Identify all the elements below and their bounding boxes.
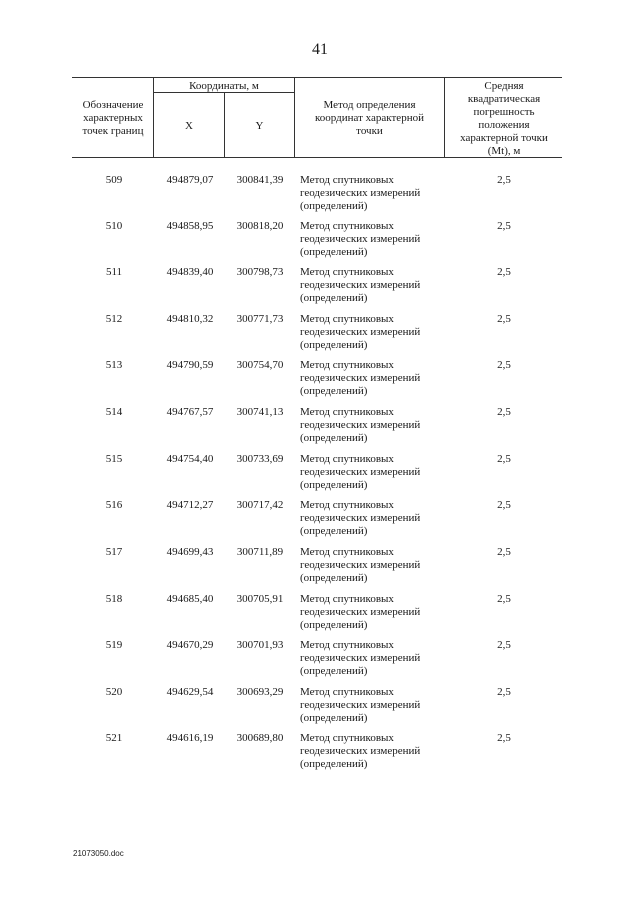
coord-y: 300754,70 [236, 359, 284, 371]
method-line: (определений) [300, 432, 368, 444]
point-id: 518 [105, 593, 123, 605]
point-id: 509 [105, 174, 123, 186]
method-text [300, 266, 445, 305]
header-y: Y [255, 120, 264, 132]
header-error-line: погрешность [473, 106, 535, 118]
error-value: 2,5 [497, 499, 511, 511]
method-line: Метод спутниковых [300, 639, 394, 651]
point-id: 510 [105, 220, 123, 232]
header-error [446, 80, 562, 158]
method-line: Метод спутниковых [300, 359, 394, 371]
method-text [300, 546, 445, 585]
header-method-line: точки [356, 125, 383, 137]
header-error-line: характерной точки [460, 132, 548, 144]
coord-y: 300711,89 [236, 546, 284, 558]
coord-y: 300701,93 [236, 639, 284, 651]
coord-x: 494685,40 [166, 593, 214, 605]
header-method-line: Метод определения [323, 99, 416, 111]
coord-x: 494767,57 [166, 406, 214, 418]
method-line: (определений) [300, 246, 368, 258]
method-text [300, 499, 445, 538]
coord-y: 300841,39 [236, 174, 284, 186]
error-value: 2,5 [497, 359, 511, 371]
method-line: (определений) [300, 385, 368, 397]
method-text [300, 686, 445, 725]
method-line: (определений) [300, 525, 368, 537]
method-line: геодезических измерений [300, 512, 421, 524]
method-line: Метод спутниковых [300, 266, 394, 278]
method-line: геодезических измерений [300, 699, 421, 711]
header-method-line: координат характерной [315, 112, 424, 124]
coord-y: 300705,91 [236, 593, 284, 605]
header-method [296, 99, 443, 138]
table-row [0, 546, 640, 592]
method-line: Метод спутниковых [300, 499, 394, 511]
error-value: 2,5 [497, 220, 511, 232]
method-text [300, 313, 445, 352]
method-text [300, 593, 445, 632]
header-error-line: положения [478, 119, 530, 131]
method-line: (определений) [300, 339, 368, 351]
coord-x: 494754,40 [166, 453, 214, 465]
header-top-rule [72, 77, 562, 78]
coord-x: 494629,54 [166, 686, 214, 698]
header-x: X [185, 120, 193, 132]
method-line: геодезических измерений [300, 372, 421, 384]
table-row [0, 220, 640, 266]
point-id: 521 [105, 732, 123, 744]
method-line: (определений) [300, 712, 368, 724]
method-text [300, 732, 445, 771]
method-text [300, 220, 445, 259]
method-line: Метод спутниковых [300, 313, 394, 325]
coord-x: 494712,27 [166, 499, 214, 511]
point-id: 512 [105, 313, 123, 325]
method-line: (определений) [300, 292, 368, 304]
coord-x: 494790,59 [166, 359, 214, 371]
header-divider-3 [294, 77, 295, 158]
table-row [0, 313, 640, 359]
method-line: геодезических измерений [300, 187, 421, 199]
error-value: 2,5 [497, 593, 511, 605]
point-id: 517 [105, 546, 123, 558]
coord-x: 494858,95 [166, 220, 214, 232]
document-filename: 21073050.doc [73, 849, 124, 858]
error-value: 2,5 [497, 732, 511, 744]
error-value: 2,5 [497, 406, 511, 418]
table-row [0, 499, 640, 545]
method-line: (определений) [300, 479, 368, 491]
method-line: Метод спутниковых [300, 453, 394, 465]
error-value: 2,5 [497, 174, 511, 186]
method-line: Метод спутниковых [300, 686, 394, 698]
method-line: (определений) [300, 619, 368, 631]
table-row [0, 406, 640, 452]
method-line: геодезических измерений [300, 419, 421, 431]
error-value: 2,5 [497, 686, 511, 698]
method-line: геодезических измерений [300, 279, 421, 291]
coord-x: 494810,32 [166, 313, 214, 325]
point-id: 514 [105, 406, 123, 418]
method-line: Метод спутниковых [300, 406, 394, 418]
header-divider-4 [444, 77, 445, 158]
error-value: 2,5 [497, 313, 511, 325]
point-id: 520 [105, 686, 123, 698]
method-line: геодезических измерений [300, 326, 421, 338]
method-line: (определений) [300, 200, 368, 212]
coord-y: 300771,73 [236, 313, 284, 325]
table-row [0, 453, 640, 499]
method-line: (определений) [300, 665, 368, 677]
point-id: 519 [105, 639, 123, 651]
header-designation-line: характерных [83, 112, 143, 124]
method-line: геодезических измерений [300, 233, 421, 245]
method-text [300, 359, 445, 398]
point-id: 516 [105, 499, 123, 511]
coord-y: 300733,69 [236, 453, 284, 465]
table-row [0, 686, 640, 732]
method-line: геодезических измерений [300, 745, 421, 757]
point-id: 513 [105, 359, 123, 371]
table-row [0, 266, 640, 312]
header-designation-line: Обозначение [82, 99, 144, 111]
header-error-line: квадратическая [467, 93, 541, 105]
method-line: геодезических измерений [300, 606, 421, 618]
header-error-line: Средняя [484, 80, 524, 92]
coord-x: 494670,29 [166, 639, 214, 651]
error-value: 2,5 [497, 453, 511, 465]
coord-x: 494839,40 [166, 266, 214, 278]
method-line: (определений) [300, 758, 368, 770]
table-row [0, 593, 640, 639]
table-row [0, 639, 640, 685]
coord-x: 494699,43 [166, 546, 214, 558]
coord-x: 494879,07 [166, 174, 214, 186]
header-error-line: (Mt), м [487, 145, 521, 157]
error-value: 2,5 [497, 546, 511, 558]
method-text [300, 453, 445, 492]
coord-y: 300717,42 [236, 499, 284, 511]
error-value: 2,5 [497, 639, 511, 651]
error-value: 2,5 [497, 266, 511, 278]
method-line: Метод спутниковых [300, 174, 394, 186]
method-line: Метод спутниковых [300, 546, 394, 558]
method-text [300, 639, 445, 678]
coord-y: 300818,20 [236, 220, 284, 232]
table-row [0, 174, 640, 220]
point-id: 515 [105, 453, 123, 465]
method-line: геодезических измерений [300, 466, 421, 478]
header-designation [74, 99, 152, 138]
method-line: геодезических измерений [300, 559, 421, 571]
method-text [300, 174, 445, 213]
method-line: Метод спутниковых [300, 220, 394, 232]
table-row [0, 359, 640, 405]
method-text [300, 406, 445, 445]
coord-y: 300693,29 [236, 686, 284, 698]
coord-y: 300741,13 [236, 406, 284, 418]
page-number: 41 [312, 41, 328, 58]
coord-y: 300798,73 [236, 266, 284, 278]
method-line: Метод спутниковых [300, 593, 394, 605]
coord-y: 300689,80 [236, 732, 284, 744]
header-coordinates: Координаты, м [189, 80, 259, 92]
table-row [0, 732, 640, 778]
method-line: геодезических измерений [300, 652, 421, 664]
coord-x: 494616,19 [166, 732, 214, 744]
header-designation-line: точек границ [82, 125, 144, 137]
method-line: Метод спутниковых [300, 732, 394, 744]
point-id: 511 [105, 266, 123, 278]
method-line: (определений) [300, 572, 368, 584]
